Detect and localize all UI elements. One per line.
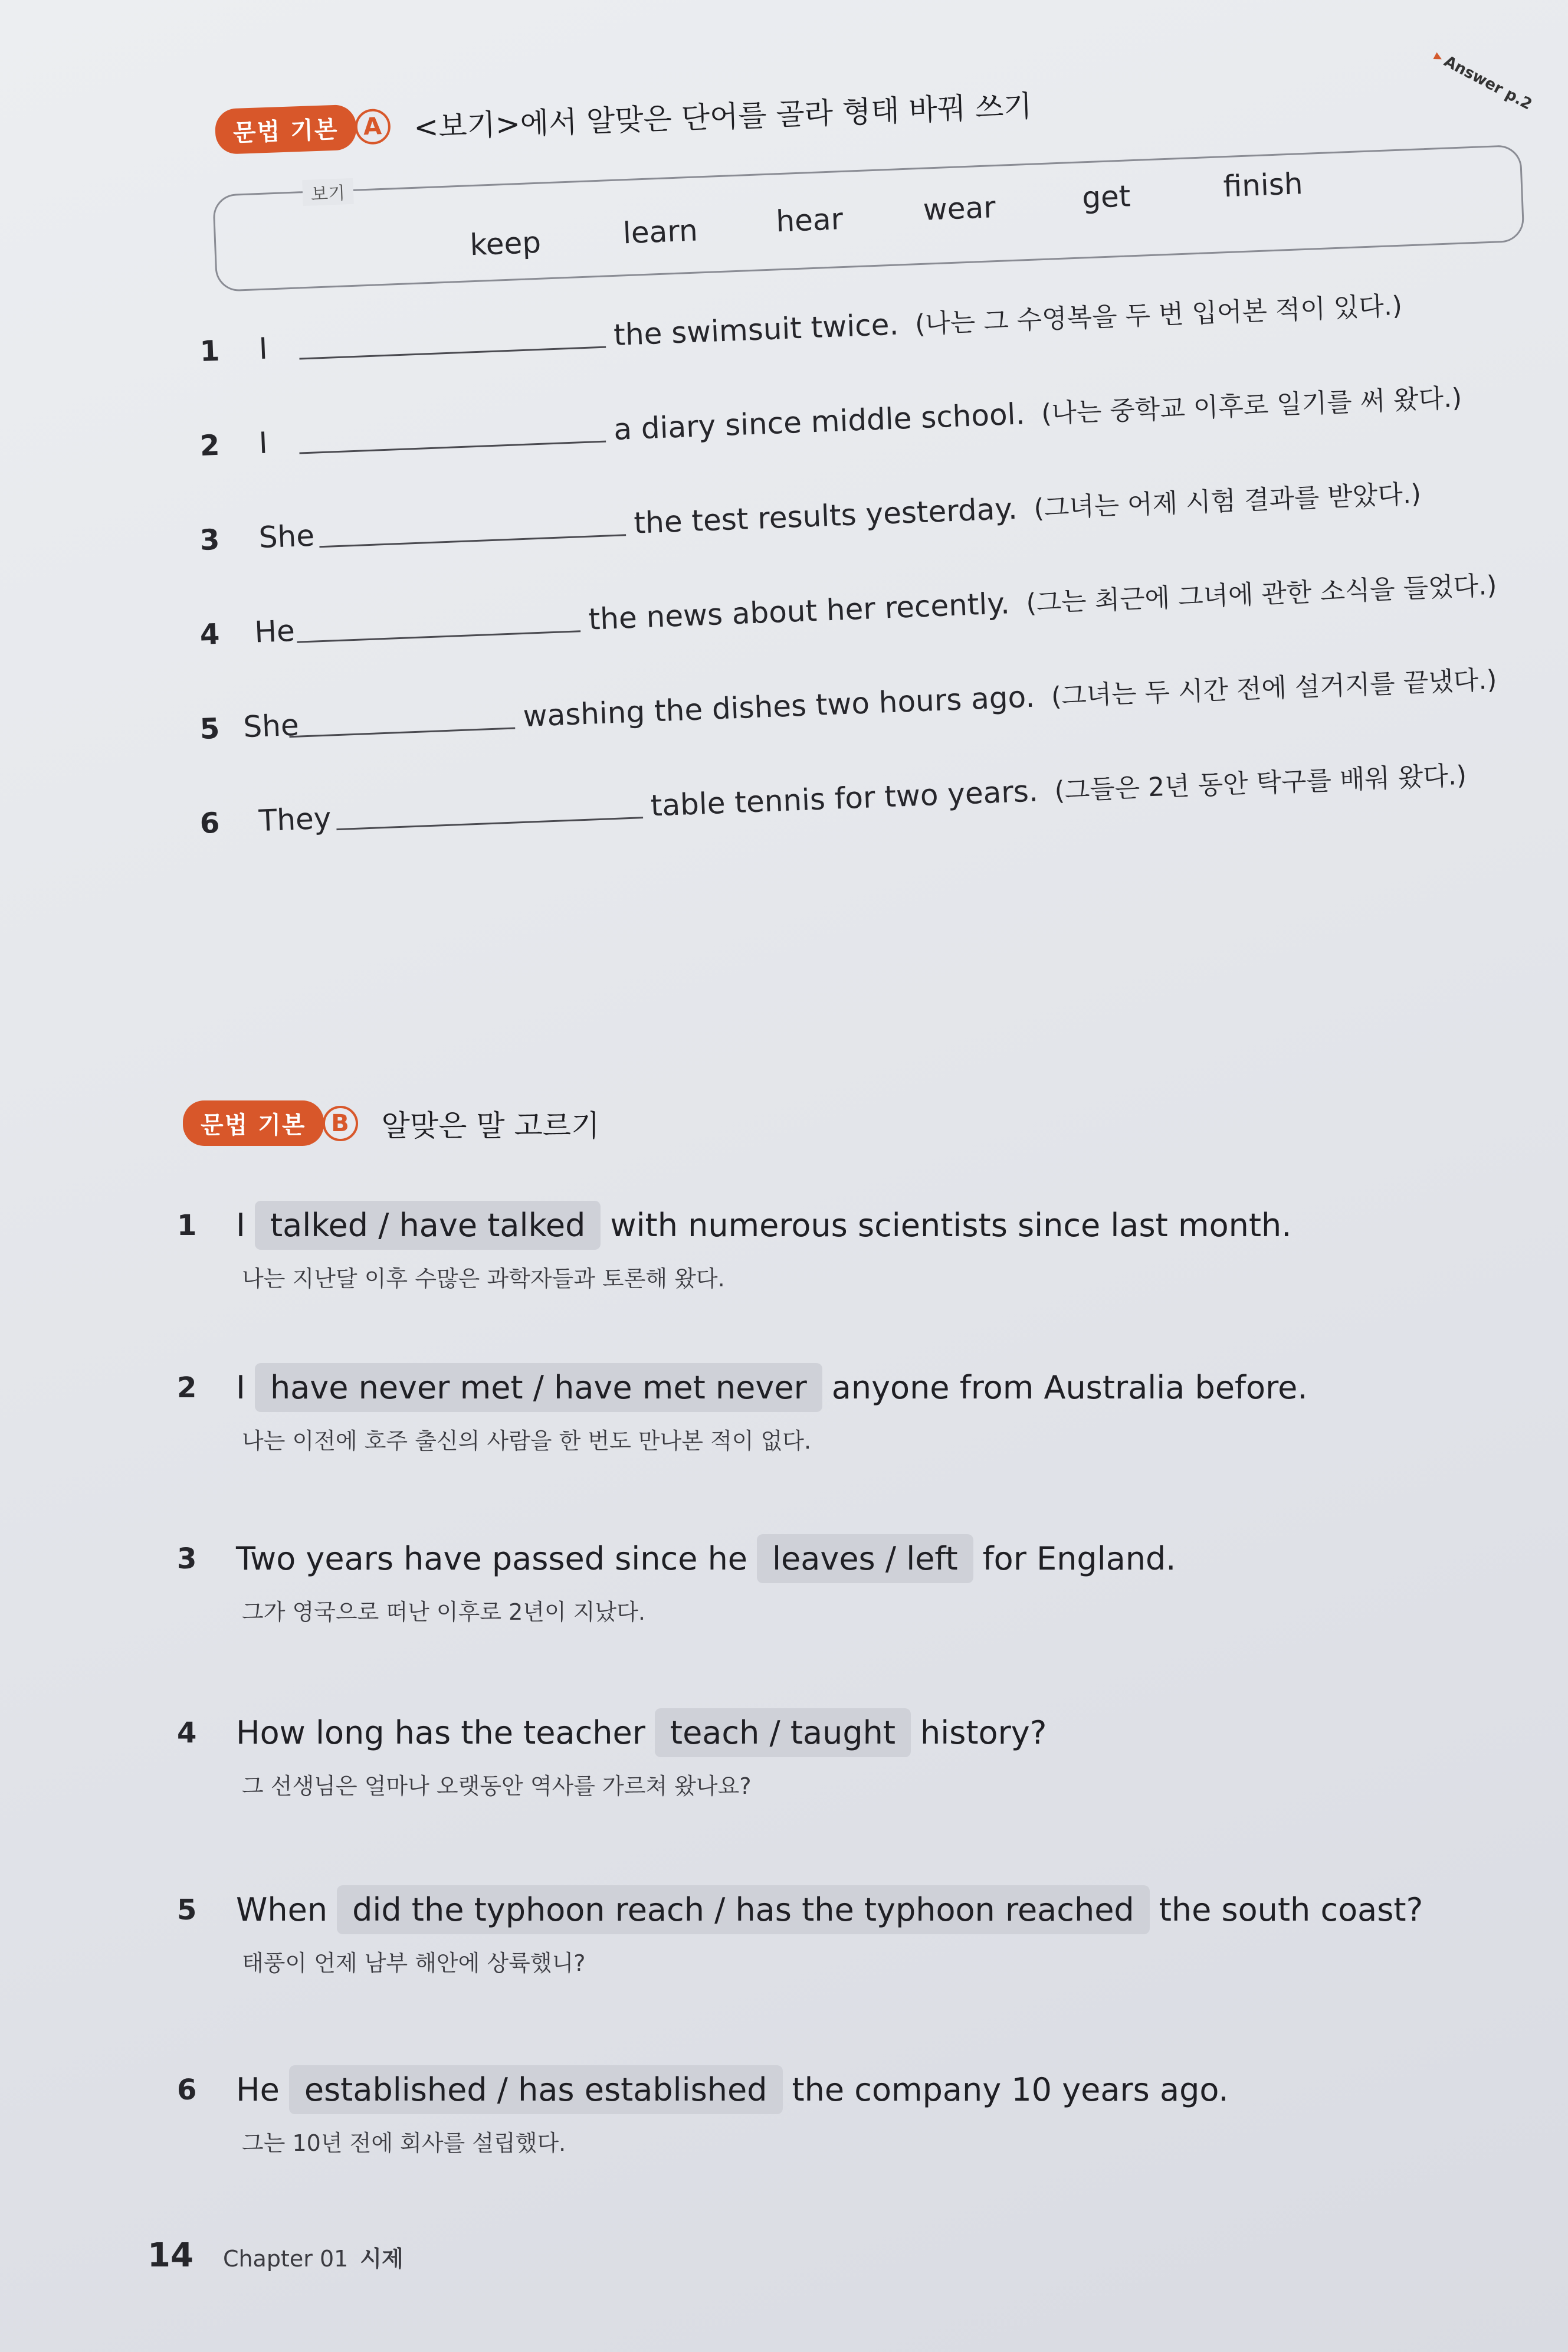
- sentence-before: I: [236, 1369, 245, 1406]
- sentence-before: I: [236, 1207, 245, 1244]
- triangle-marker-icon: ▸: [1431, 47, 1446, 67]
- sentence-after: with numerous scientists since last month.: [610, 1207, 1292, 1244]
- item-sentence-rest: a diary since middle school.: [613, 397, 1026, 447]
- page-footer: [147, 2236, 404, 2275]
- korean-translation: 나는 이전에 호주 출신의 사람을 한 번도 만나본 적이 없다.: [242, 1428, 812, 1454]
- page-number: 14: [147, 2236, 193, 2275]
- choice-options-box[interactable]: leaves / left: [757, 1534, 973, 1583]
- item-subject: I: [258, 331, 268, 366]
- sentence-before: How long has the teacher: [236, 1714, 645, 1751]
- word-bank-word: get: [1081, 179, 1131, 215]
- choice-item: [177, 1201, 1534, 1293]
- section-a-title: <보기>에서 알맞은 단어를 골라 형태 바꿔 쓰기: [413, 89, 1033, 145]
- choice-item: [177, 2065, 1534, 2157]
- item-number: 5: [177, 1893, 197, 1927]
- item-number: 2: [177, 1371, 197, 1404]
- section-letter-badge: A: [354, 108, 391, 145]
- item-sentence-rest: the swimsuit twice.: [613, 307, 900, 353]
- item-number: 4: [199, 617, 221, 651]
- item-korean-hint: (나는 그 수영복을 두 번 입어본 적이 있다.): [914, 290, 1403, 340]
- item-subject: He: [254, 613, 296, 650]
- choice-options-box[interactable]: did the typhoon reach / has the typhoon reached: [337, 1885, 1150, 1934]
- item-sentence-rest: table tennis for two years.: [649, 774, 1039, 823]
- sentence-after: for England.: [982, 1540, 1176, 1577]
- sentence-after: anyone from Australia before.: [831, 1369, 1308, 1406]
- word-bank-word: learn: [622, 213, 698, 251]
- item-sentence-rest: the news about her recently.: [588, 586, 1011, 637]
- choice-item: [177, 1534, 1534, 1626]
- item-number: 6: [199, 806, 221, 840]
- korean-translation: 그는 10년 전에 회사를 설립했다.: [242, 2130, 566, 2156]
- item-subject: They: [258, 801, 332, 838]
- korean-translation: 태풍이 언제 남부 해안에 상륙했니?: [242, 1950, 586, 1976]
- item-number: 5: [199, 712, 221, 746]
- answer-page-reference: Answer p.2: [1441, 52, 1535, 114]
- sentence-before: When: [236, 1891, 328, 1928]
- item-korean-hint: (그들은 2년 동안 탁구를 배워 왔다.): [1054, 760, 1467, 807]
- item-number: 1: [177, 1208, 197, 1242]
- word-bank-word: finish: [1222, 166, 1304, 204]
- word-bank-label: 보기: [302, 178, 354, 206]
- item-subject: I: [258, 425, 268, 461]
- section-b-title: 알맞은 말 고르기: [381, 1108, 600, 1143]
- item-number: 6: [177, 2073, 197, 2107]
- sentence-after: the company 10 years ago.: [792, 2071, 1229, 2108]
- item-korean-hint: (나는 중학교 이후로 일기를 써 왔다.): [1041, 382, 1463, 430]
- item-korean-hint: (그녀는 두 시간 전에 설거지를 끝냈다.): [1051, 664, 1498, 712]
- word-bank-word: hear: [775, 202, 844, 239]
- item-number: 3: [199, 523, 221, 557]
- sentence-before: Two years have passed since he: [236, 1540, 748, 1577]
- grammar-basic-tag: 문법 기본: [183, 1100, 324, 1146]
- choice-options-box[interactable]: teach / taught: [655, 1708, 911, 1757]
- korean-translation: 나는 지난달 이후 수많은 과학자들과 토론해 왔다.: [242, 1266, 725, 1292]
- sentence-after: the south coast?: [1159, 1891, 1423, 1928]
- choice-options-box[interactable]: established / has established: [289, 2065, 783, 2114]
- section-letter-badge: B: [323, 1106, 358, 1141]
- sentence-after: history?: [920, 1714, 1047, 1751]
- choice-item: [177, 1708, 1534, 1800]
- chapter-title: 시제: [360, 2246, 404, 2272]
- choice-options-box[interactable]: have never met / have met never: [255, 1363, 822, 1412]
- item-sentence-rest: the test results yesterday.: [633, 491, 1018, 540]
- section-b-header: [183, 1100, 599, 1146]
- choice-options-box[interactable]: talked / have talked: [255, 1201, 601, 1250]
- word-bank-word: wear: [922, 190, 996, 227]
- item-sentence-rest: washing the dishes two hours ago.: [522, 679, 1036, 733]
- word-bank-word: keep: [469, 225, 542, 263]
- choice-item: [177, 1885, 1534, 1977]
- item-number: 1: [199, 334, 221, 368]
- korean-translation: 그가 영국으로 떠난 이후로 2년이 지났다.: [242, 1599, 645, 1625]
- item-korean-hint: (그녀는 어제 시험 결과를 받았다.): [1033, 479, 1422, 524]
- item-korean-hint: (그는 최근에 그녀에 관한 소식을 들었다.): [1025, 570, 1498, 619]
- chapter-label: [223, 2240, 404, 2273]
- choice-item: [177, 1363, 1534, 1455]
- sentence-before: He: [236, 2071, 280, 2108]
- grammar-basic-tag: 문법 기본: [215, 104, 357, 155]
- item-number: 3: [177, 1542, 197, 1575]
- item-number: 4: [177, 1716, 197, 1750]
- korean-translation: 그 선생님은 얼마나 오랫동안 역사를 가르쳐 왔나요?: [242, 1773, 752, 1799]
- item-subject: She: [242, 707, 300, 745]
- chapter-number: Chapter 01: [222, 2246, 349, 2272]
- item-number: 2: [199, 428, 221, 463]
- item-subject: She: [258, 518, 316, 555]
